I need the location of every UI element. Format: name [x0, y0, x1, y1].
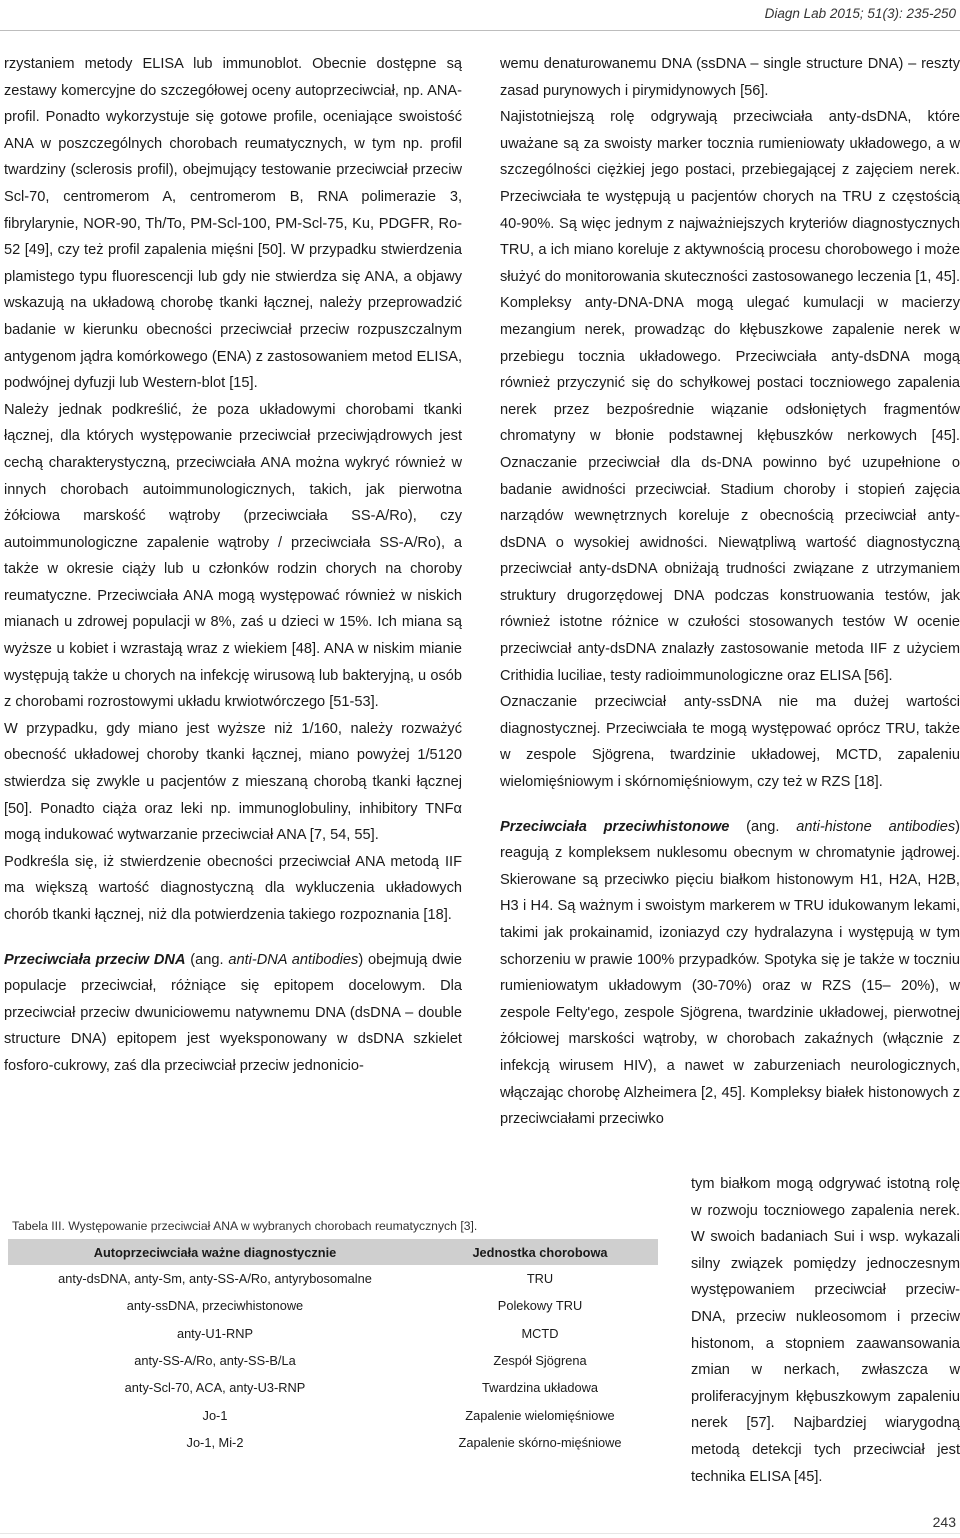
table-row: [8, 1429, 658, 1456]
paragraph: tym białkom mogą odgrywać istotną rolę w rozwoju toczniowego zapalenia nerek. W swoich badaniach Sui i wsp. wykazali silny związek pomiędzy jednoczesnym występowaniem przeciwciał przeciw-DNA, przeciw nukleosomom i przeciw histonom, a stopniem zaawansowania zmian w nerkach, zwłaszcza w proliferacyjnym kłębuszkowym zapaleniu nerek [57]. Najbardziej wiarygodną metodą detekcji tych przeciwciał jest technika ELISA [45].: [691, 1176, 960, 1485]
paragraph: Należy jednak podkreślić, że poza układowymi chorobami tkanki łącznej, dla których występowanie przeciwciał przeciwjądrowych jest cechą charakterystyczną, przeciwciała ANA można wykryć również w innych chorobach autoimmunologicznych, takich, jak pierwotna żółciowa marskość wątroby (przeciwciała SS-A/Ro), czy autoimmunologiczne zapalenie wątroby / przeciwciała SS-A/Ro), a także w okresie ciąży lub u członków rodzin chorych na choroby reumatyczne. Przeciwciała ANA mogą występować również w niskich mianach u zdrowej populacji w 8%, zaś u dzieci w 15%. Ich miana są wyższe u kobiet i wzrastają wraz z wiekiem [48]. ANA w niskim mianie występują także u chorych na infekcję wirusową lub bakteryjną, u osób z chorobami rozrostowymi układu krwiotwórczego [51-53].: [4, 401, 462, 711]
table-cell: Zapalenie skórno-mięśniowe: [458, 1434, 622, 1450]
table-cell: Zespół Sjögrena: [493, 1353, 587, 1369]
term: anti-histone antibodies: [796, 818, 956, 835]
table-row: [8, 1401, 658, 1428]
spacer: [500, 796, 960, 814]
spacer: [4, 929, 462, 947]
paragraph: Podkreśla się, iż stwierdzenie obecności przeciwciał ANA metodą IIF ma większą wartość diagnostyczną dla wykluczenia układowych chorób tkanki łącznej, niż dla potwierdzenia takiego rozpoznania [18].: [4, 853, 462, 923]
table-cell: anty-U1-RNP: [176, 1325, 254, 1341]
table-cell: anty-SS-A/Ro, anty-SS-B/La: [134, 1353, 296, 1369]
text-run: ) obejmują dwie populacje przeciwciał, różniące się epitopem docelowym. Dla przeciwciał przeciw dwuniciowemu natywnemu DNA (dsDNA – double structure DNA) epitopem jest wyeksponowany w dsDNA szkielet fosforo-cukrowy, zaś dla przeciwciał przeciw jednonicio-: [4, 951, 462, 1074]
table-cell: TRU: [526, 1271, 554, 1287]
text-run: (ang.: [185, 951, 229, 968]
paragraph: wemu denaturowanemu DNA (ssDNA – single structure DNA) – reszty zasad purynowych i pirymidynowych [56].: [500, 56, 960, 99]
table-cell: Jo-1: [202, 1407, 228, 1423]
table-cell: Zapalenie wielomięśniowe: [465, 1407, 615, 1423]
right-column-continuation: [691, 1171, 960, 1490]
paragraph: Oznaczanie przeciwciał anty-ssDNA nie ma dużej wartości diagnostycznej. Przeciwciała te mogą występować oprócz TRU, także w zespole Sjögrena, twardzinie układowej, MCTD, zapaleniu wielomięśniowym i skórnomięśniowym, czy też w RZS [18].: [500, 694, 960, 791]
table-cell: Polekowy TRU: [497, 1298, 583, 1314]
text-run: ) reagują z kompleksem nuklesomu obecnym w chromatynie jądrowej. Skierowane są przeciwko pięciu białkom histonowym H1, H2A, H2B, H3 i H4. Są ważnym i swoistym markerem w TRU idukowanym lekami, takimi jak prokainamid, izoniazyd czy hydralazyna i występują w tym schorzeniu w prawie 100% przypadków. Spotyka się je także w toczniu rumieniowatym układowym (30-70%) oraz w RZS (15– 20%), w zespole Felty'ego, zespole Sjögrena, twardzinie układowej, pierwotnej żółciowej marskości wątroby, w chorobach zakaźnych (włącznie z infekcją wirusem HIV), a nawet w zaburzeniach neurologicznych, włączając chorobę Alzheimera [2, 45]. Kompleksy białek histonowych z przeciwciałami przeciwko: [500, 818, 960, 1128]
left-column: [4, 51, 462, 1080]
table-row: [8, 1265, 658, 1292]
table-cell: anty-ssDNA, przeciwhistonowe: [126, 1298, 304, 1314]
section-title-dna: Przeciwciała przeciw DNA: [4, 951, 186, 968]
table-header-row: [8, 1239, 658, 1265]
page-number: 243: [932, 1514, 956, 1530]
paragraph: rzystaniem metody ELISA lub immunoblot. Obecnie dostępne są zestawy komercyjne do szczegółowej oceny autoprzeciwciał, np. ANA-profil. Ponadto wykorzystuje się gotowe profile, oceniające swoistość ANA w poszczególnych chorobach reumatycznych, w tym np. profil twardziny (sclerosis profil), obejmujący testowanie przeciwciał przeciw Scl-70, centromerom A, centromerom B, RNA polimerazie 3, fibrylarynie, NOR-90, Th/To, PM-Scl-100, PM-Scl-75, Ku, PDGFR, Ro-52 [49], czy też profil zapalenia mięśni [50]. W przypadku stwierdzenia plamistego typu fluorescencji lub gdy nie stwierdza się ANA, a objawy wskazują na układową chorobę tkanki łącznej, należy przeprowadzić badanie w kierunku obecności przeciwciał przeciw rozpuszczalnym antygenom jądra komórkowego (ENA) z zastosowaniem metod ELISA, podwójnej dyfuzji lub Western-blot [15].: [4, 56, 462, 392]
section-title-histone: Przeciwciała przeciwhistonowe: [500, 818, 730, 835]
table-cell: anty-Scl-70, ACA, anty-U3-RNP: [124, 1380, 306, 1396]
header-rule: [0, 30, 960, 31]
paragraph: Najistotniejszą rolę odgrywają przeciwciała anty-dsDNA, które uważane są za swoisty marker tocznia rumieniowaty układowego, a w szczególności ciężkiej jego postaci, przebiegającej z zajęciem nerek. Przeciwciała te występują u pacjentów chorych na TRU z częstością 40-90%. Są więc jednym z najważniejszych kryteriów diagnostycznych TRU, a ich miano koreluje z aktywnością procesu chorobowego i może służyć do monitorowania skuteczności zastosowanego leczenia [1, 45]. Kompleksy anty-DNA-DNA mogą ulegać kumulacji w macierzy mezangium nerek, prowadząc do kłębuszkowe zapalenie nerek w przebiegu tocznia układowego. Przeciwciała anty-dsDNA mogą również przyczynić się do schyłkowej postaci toczniowego zapalenia nerek przez bezpośrednie wiązanie odsłoniętych fragmentów chromatyny w błonie podstawnej kłębuszków nerkowych [45]. Oznaczanie przeciwciał dla ds-DNA powinno być uzupełnione o badanie awidności przeciwciał. Stadium choroby i stopień zajęcia narządów wewnętrznych koreluje z obecnością przeciwciał anty-dsDNA o wysokiej awidności. Niewątpliwą wartość diagnostyczną przeciwciał anty-dsDNA obniżają trudności związane z utrzymaniem struktury drugorzędowej DNA podczas konstruowania testów, jak również istotne różnice w czułości stosowanych testów W ocenie przeciwciał anty-dsDNA znalazły zastosowanie metoda IIF z użyciem Crithidia luciliae, testy radioimmunologiczne oraz ELISA [56].: [500, 109, 960, 684]
table-row: [8, 1374, 658, 1401]
table-cell: Jo-1, Mi-2: [186, 1434, 244, 1450]
text-run: (ang.: [729, 818, 797, 835]
table-caption: Tabela III. Występowanie przeciwciał ANA w wybranych chorobach reumatycznych [3].: [12, 1219, 478, 1233]
section-dna: [4, 947, 462, 1080]
table-cell: anty-dsDNA, anty-Sm, anty-SS-A/Ro, antyrybosomalne: [58, 1271, 372, 1287]
table-row: [8, 1292, 658, 1319]
right-column: [500, 51, 960, 1133]
footer-rule: [0, 1533, 960, 1534]
paragraph: W przypadku, gdy miano jest wyższe niż 1/160, należy rozważyć obecność układowej choroby tkanki łącznej, miano powyżej 1/5120 stwierdza się zwykle u pacjentów z mieszaną chorobą tkanki łącznej [50]. Ponadto ciąża oraz leki np. immunoglobuliny, inhibitory TNFα mogą indukować wytwarzanie przeciwciał ANA [7, 54, 55].: [4, 720, 462, 844]
column-header: Jednostka chorobowa: [422, 1239, 658, 1265]
column-header: Autoprzeciwciała ważne diagnostycznie: [8, 1239, 422, 1265]
table-row: [8, 1320, 658, 1347]
data-table: [8, 1239, 658, 1456]
table-cell: MCTD: [521, 1325, 559, 1341]
table-block: [4, 1219, 659, 1456]
table-cell: Twardzina układowa: [482, 1380, 598, 1396]
term: anti-DNA antibodies: [228, 951, 359, 968]
table-row: [8, 1347, 658, 1374]
journal-citation: Diagn Lab 2015; 51(3): 235-250: [764, 6, 956, 21]
section-histone: [500, 814, 960, 1133]
